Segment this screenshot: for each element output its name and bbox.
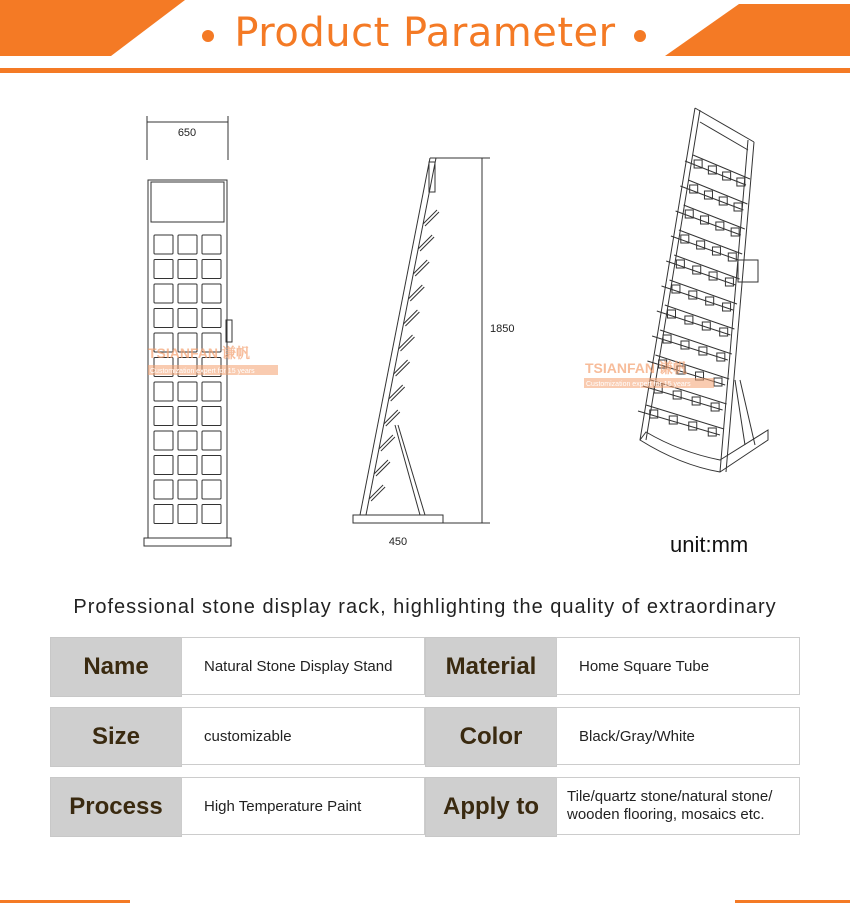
header-underline xyxy=(0,68,850,73)
product-drawings xyxy=(0,80,850,580)
watermark-slogan-front: Customization expert for 15 years xyxy=(150,368,255,375)
tagline: Professional stone display rack, highlighting the quality of extraordinary xyxy=(73,596,777,618)
watermark-brand-perspective: TSIANFAN 谦帆 xyxy=(585,360,687,376)
header-banner xyxy=(0,0,850,75)
spec-value-process: High Temperature Paint xyxy=(181,777,425,835)
perspective-view-drawing xyxy=(638,108,768,472)
side-view-drawing xyxy=(353,158,490,523)
spec-row-3 xyxy=(50,777,800,837)
page-title: Product Parameter xyxy=(234,10,616,56)
spec-label-material: Material xyxy=(425,637,557,697)
spec-label-process: Process xyxy=(50,777,182,837)
spec-row-1 xyxy=(50,637,800,697)
watermark-slogan-perspective: Customization expert for 15 years xyxy=(586,381,691,388)
spec-label-color: Color xyxy=(425,707,557,767)
spec-label-size: Size xyxy=(50,707,182,767)
spec-label-apply-to: Apply to xyxy=(425,777,557,837)
spec-value-material: Home Square Tube xyxy=(556,637,800,695)
front-view-drawing xyxy=(144,116,232,546)
spec-label-name: Name xyxy=(50,637,182,697)
spec-value-apply-to: Tile/quartz stone/natural stone/ wooden flooring, mosaics etc. xyxy=(556,777,800,835)
spec-row-2 xyxy=(50,707,800,767)
spec-value-size: customizable xyxy=(181,707,425,765)
spec-value-name: Natural Stone Display Stand xyxy=(181,637,425,695)
side-height-dimension: 1850 xyxy=(490,323,515,335)
spec-value-color: Black/Gray/White xyxy=(556,707,800,765)
front-width-dimension: 650 xyxy=(177,127,197,139)
side-depth-dimension: 450 xyxy=(388,536,408,548)
watermark-brand-front: TSIANFAN 谦帆 xyxy=(148,345,250,361)
unit-label: unit:mm xyxy=(670,532,749,557)
